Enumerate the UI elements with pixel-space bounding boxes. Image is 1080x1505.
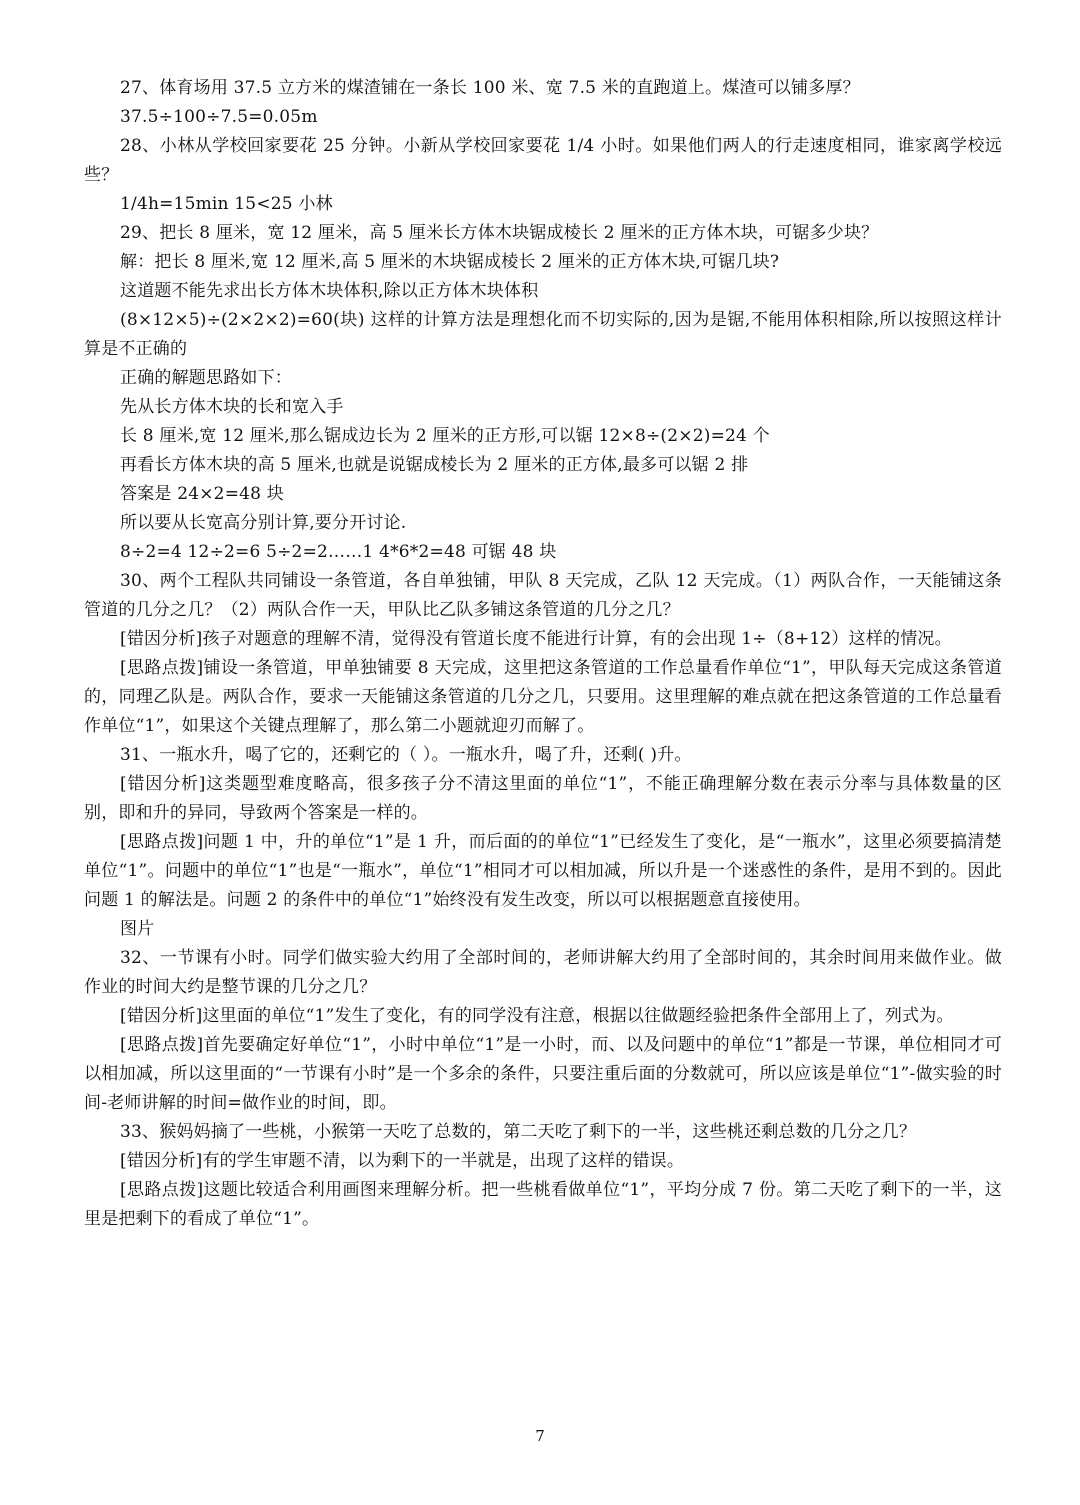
q30-question: 30、两个工程队共同铺设一条管道，各自单独铺，甲队 8 天完成，乙队 12 天完成。（1）两队合作，一天能铺这条管道的几分之几？（2）两队合作一天，甲队比乙队多铺这条管道的几分之几？ [84,571,1002,620]
q32-question: 32、一节课有小时。同学们做实验大约用了全部时间的，老师讲解大约用了全部时间的，其余时间用来做作业。做作业的时间大约是整节课的几分之几？ [84,948,1002,997]
q33-error-analysis: [错因分析]有的学生审题不清，以为剩下的一半就是，出现了这样的错误。 [120,1151,685,1171]
q29-calculation: 8÷2=4 12÷2=6 5÷2=2……1 4*6*2=48 可锯 48 块 [120,542,557,562]
q31-hint: [思路点拨]问题 1 中，升的单位“1”是 1 升，而后面的的单位“1”已经发生了变化，是“一瓶水”，这里必须要搞清楚单位“1”。问题中的单位“1”也是“一瓶水”，单位“1”相同才可以相加减，所以升是一个迷惑性的条件，是用不到的。因此问题 1 的解法是。问题 2 的条件中的单位“1”始终没有发生改变，所以可以根据题意直接使用。 [84,832,1002,910]
q30-error-analysis: [错因分析]孩子对题意的理解不清，觉得没有管道长度不能进行计算，有的会出现 1÷（8+12）这样的情况。 [120,629,952,649]
body-text [84,74,1002,1234]
q29-solution-intro: 解：把长 8 厘米,宽 12 厘米,高 5 厘米的木块锯成棱长 2 厘米的正方体木块,可锯几块? [120,252,780,272]
q29-question: 29、把长 8 厘米，宽 12 厘米，高 5 厘米长方体木块锯成棱长 2 厘米的正方体木块，可锯多少块？ [120,223,879,243]
q29-conclusion: 所以要从长宽高分别计算,要分开讨论. [120,513,407,533]
q29-answer: 答案是 24×2=48 块 [120,484,284,504]
q29-wrong-method: (8×12×5)÷(2×2×2)=60(块) 这样的计算方法是理想化而不切实际的,因为是锯,不能用体积相除,所以按照这样计算是不正确的 [84,310,1002,359]
q32-hint: [思路点拨]首先要确定好单位“1”，小时中单位“1”是一小时，而、以及问题中的单位“1”都是一节课，单位相同才可以相加减，所以这里面的“一节课有小时”是一个多余的条件，只要注重后面的分数就可，所以应该是单位“1”-做实验的时间-老师讲解的时间=做作业的时间，即。 [84,1035,1002,1113]
q33-question: 33、猴妈妈摘了一些桃，小猴第一天吃了总数的，第二天吃了剩下的一半，这些桃还剩总数的几分之几？ [120,1122,917,1142]
q29-correct-heading: 正确的解题思路如下： [120,368,292,388]
q30-hint: [思路点拨]铺设一条管道，甲单独铺要 8 天完成，这里把这条管道的工作总量看作单位“1”，甲队每天完成这条管道的，同理乙队是。两队合作，要求一天能铺这条管道的几分之几，只要用。这里理解的难点就在把这条管道的工作总量看作单位“1”，如果这个关键点理解了，那么第二小题就迎刃而解了。 [84,658,1002,736]
q29-note: 这道题不能先求出长方体木块体积,除以正方体木块体积 [120,281,539,301]
q27-answer: 37.5÷100÷7.5=0.05m [120,107,318,127]
q33-hint: [思路点拨]这题比较适合利用画图来理解分析。把一些桃看做单位“1”，平均分成 7 份。第二天吃了剩下的一半，这里是把剩下的看成了单位“1”。 [84,1180,1002,1229]
q29-step-3: 再看长方体木块的高 5 厘米,也就是说锯成棱长为 2 厘米的正方体,最多可以锯 2 排 [120,455,749,475]
q28-question: 28、小林从学校回家要花 25 分钟。小新从学校回家要花 1/4 小时。如果他们两人的行走速度相同，谁家离学校远些？ [84,136,1002,185]
q31-error-analysis: [错因分析]这类题型难度略高，很多孩子分不清这里面的单位“1”，不能正确理解分数在表示分率与具体数量的区别，即和升的异同，导致两个答案是一样的。 [84,774,1002,823]
q29-step-1: 先从长方体木块的长和宽入手 [120,397,344,417]
q28-answer: 1/4h=15min 15<25 小林 [120,194,333,214]
q29-step-2: 长 8 厘米,宽 12 厘米,那么锯成边长为 2 厘米的正方形,可以锯 12×8÷(2×2)=24 个 [120,426,770,446]
image-placeholder-text: 图片 [120,919,155,939]
q32-error-analysis: [错因分析]这里面的单位“1”发生了变化，有的同学没有注意，根据以往做题经验把条件全部用上了，列式为。 [120,1006,954,1026]
page-number: 7 [535,1427,545,1445]
q27-question: 27、体育场用 37.5 立方米的煤渣铺在一条长 100 米、宽 7.5 米的直跑道上。煤渣可以铺多厚？ [120,78,860,98]
q31-question: 31、一瓶水升，喝了它的，还剩它的（ ）。一瓶水升，喝了升，还剩( )升。 [120,745,692,765]
